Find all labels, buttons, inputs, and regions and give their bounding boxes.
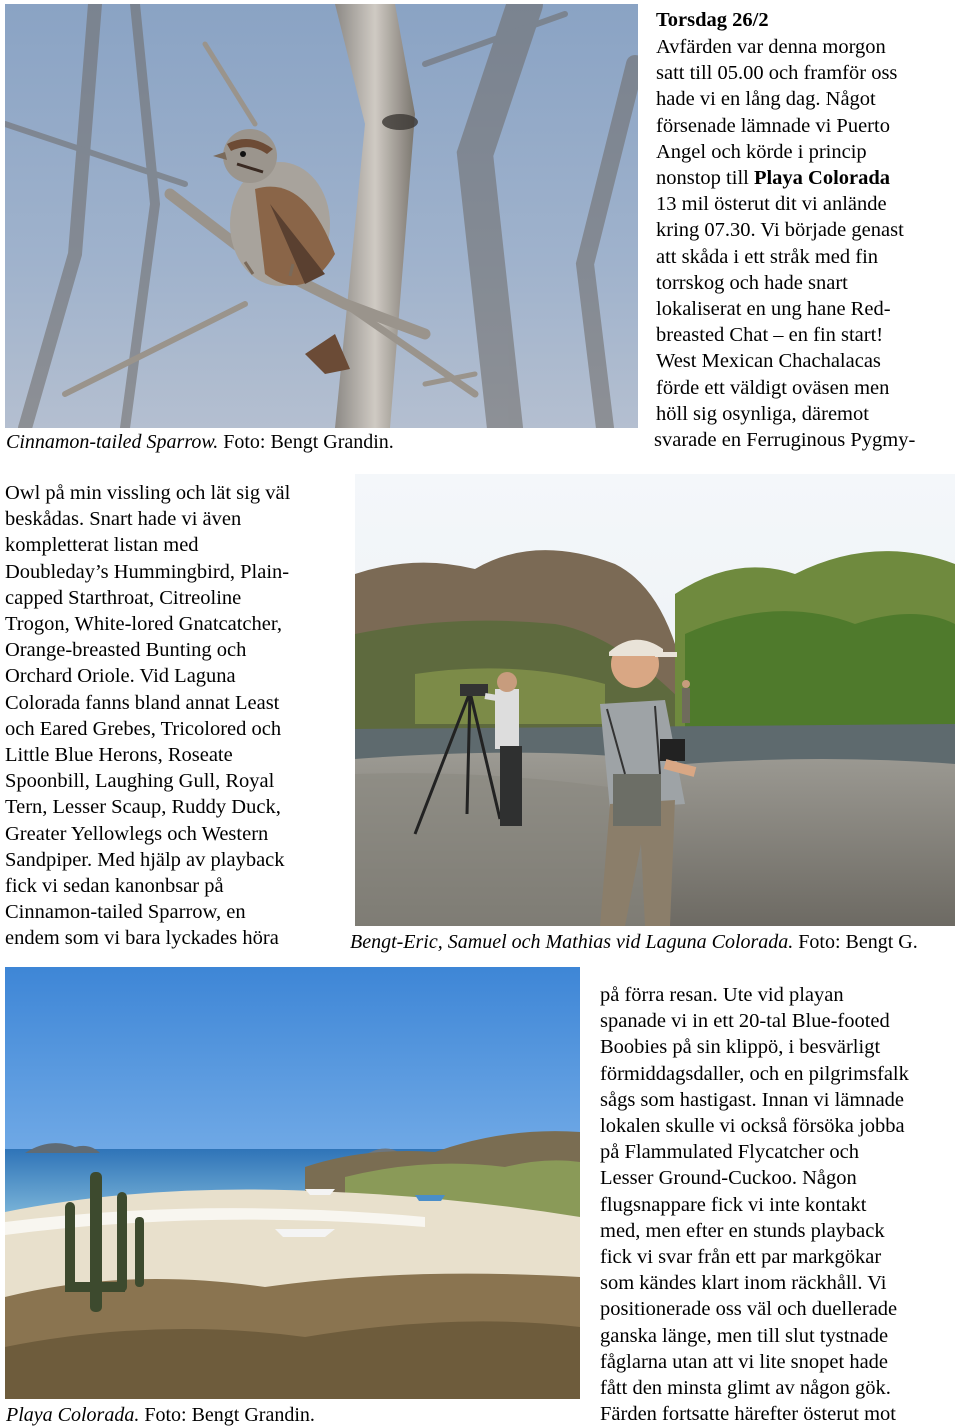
col2-line-11: Spoonbill, Laughing Gull, Royal bbox=[5, 770, 275, 793]
article-col2 bbox=[5, 480, 345, 952]
col3-line-4: sågs som hastigast. Innan vi lämnade bbox=[600, 1088, 905, 1111]
col1-line-5 bbox=[656, 165, 956, 191]
col1-line-1: satt till 05.00 och framför oss bbox=[656, 62, 898, 85]
col2-line-5: Trogon, White-lored Gnatcatcher, bbox=[5, 613, 282, 636]
article-heading: Torsdag 26/2 bbox=[656, 9, 769, 31]
playa-caption-place: Playa Colorada. bbox=[6, 1404, 140, 1426]
col2-line-4: capped Starthroat, Citreoline bbox=[5, 586, 242, 609]
col3-line-1: spanade vi in ett 20-tal Blue-footed bbox=[600, 1010, 890, 1033]
playa-photo-caption bbox=[6, 1403, 315, 1427]
laguna-photo-caption bbox=[350, 930, 918, 954]
article-col3 bbox=[600, 982, 955, 1427]
col3-line-7: Lesser Ground-Cuckoo. Någon bbox=[600, 1167, 857, 1190]
col3-line-14: fåglarna utan att vi lite snopet hade bbox=[600, 1350, 889, 1373]
col2-line-7: Orchard Oriole. Vid Laguna bbox=[5, 665, 236, 688]
col3-line-8: flugsnappare fick vi inte kontakt bbox=[600, 1193, 867, 1216]
col1-line-12: West Mexican Chachalacas bbox=[656, 350, 881, 373]
playa-caption-credit: Foto: Bengt Grandin. bbox=[139, 1404, 315, 1426]
laguna-caption-credit: Foto: Bengt G. bbox=[793, 931, 918, 953]
col2-line-15: fick vi sedan kanonbsar på bbox=[5, 875, 224, 898]
col3-line-10: fick vi svar från ett par markgökar bbox=[600, 1246, 882, 1269]
col3-line-3: förmiddagsdaller, och en pilgrimsfalk bbox=[600, 1062, 909, 1085]
col3-line-0: på förra resan. Ute vid playan bbox=[600, 984, 844, 1006]
col1-line-14: höll sig osynliga, däremot bbox=[656, 402, 869, 425]
col1-line-6: 13 mil österut dit vi anlände bbox=[656, 193, 887, 216]
playa-photo bbox=[5, 967, 580, 1399]
col2-line-9: och Eared Grebes, Tricolored och bbox=[5, 717, 282, 740]
col2-line-16: Cinnamon-tailed Sparrow, en bbox=[5, 901, 246, 924]
col3-line-2: Boobies på sin klippö, i besvärligt bbox=[600, 1036, 881, 1059]
article-col1 bbox=[656, 6, 956, 453]
col1-line-5-text: nonstop till bbox=[656, 167, 754, 190]
col2-line-14: Sandpiper. Med hjälp av playback bbox=[5, 848, 285, 871]
laguna-photo bbox=[355, 474, 955, 926]
sparrow-caption-species: Cinnamon-tailed Sparrow. bbox=[6, 431, 219, 453]
col3-line-11: som kändes klart inom räckhåll. Vi bbox=[600, 1272, 887, 1295]
col3-line-5: lokalen skulle vi också försöka jobba bbox=[600, 1115, 905, 1138]
laguna-caption-people: Bengt-Eric, Samuel och Mathias vid Laguna Colorada. bbox=[350, 931, 794, 953]
col3-line-12: positionerade oss väl och duellerade bbox=[600, 1298, 898, 1321]
col3-line-6: på Flammulated Flycatcher och bbox=[600, 1141, 860, 1164]
col1-line-15: svarade en Ferruginous Pygmy- bbox=[654, 429, 916, 452]
col1-line-2: hade vi en lång dag. Något bbox=[656, 88, 876, 111]
col1-line-8: att skåda i ett stråk med fin bbox=[656, 245, 879, 268]
col2-line-8: Colorada fanns bland annat Least bbox=[5, 691, 280, 714]
sparrow-photo-caption bbox=[6, 430, 394, 454]
col1-line-7: kring 07.30. Vi började genast bbox=[656, 219, 904, 242]
col2-line-6: Orange-breasted Bunting och bbox=[5, 639, 247, 662]
col2-line-2: kompletterat listan med bbox=[5, 534, 199, 557]
col2-line-17: endem som vi bara lyckades höra bbox=[5, 927, 279, 950]
sparrow-caption-credit: Foto: Bengt Grandin. bbox=[218, 431, 394, 453]
col3-line-13: ganska länge, men till slut tystnade bbox=[600, 1324, 889, 1347]
col1-line-4: Angel och körde i princip bbox=[656, 140, 867, 163]
col2-line-10: Little Blue Herons, Roseate bbox=[5, 744, 233, 767]
col1-line-11: breasted Chat – en fin start! bbox=[656, 324, 884, 347]
col1-line-0: Avfärden var denna morgon bbox=[656, 36, 886, 58]
col2-line-3: Doubleday’s Hummingbird, Plain- bbox=[5, 560, 290, 583]
col3-line-16: Färden fortsatte härefter österut mot bbox=[600, 1403, 896, 1426]
col3-line-15: fått den minsta glimt av någon gök. bbox=[600, 1377, 891, 1400]
col2-line-13: Greater Yellowlegs och Western bbox=[5, 822, 269, 845]
place-name-playa-colorada: Playa Colorada bbox=[753, 167, 891, 190]
col2-line-1: beskådas. Snart hade vi även bbox=[5, 508, 242, 531]
col1-line-3: försenade lämnade vi Puerto bbox=[656, 114, 890, 137]
col1-line-10: lokaliserat en ung hane Red- bbox=[656, 298, 891, 321]
col1-line-13: förde ett väldigt oväsen men bbox=[656, 376, 890, 399]
sparrow-photo bbox=[5, 4, 638, 428]
col1-line-9: torrskog och hade snart bbox=[656, 271, 848, 294]
col2-line-0: Owl på min vissling och lät sig väl bbox=[5, 482, 291, 504]
col2-line-12: Tern, Lesser Scaup, Ruddy Duck, bbox=[5, 796, 281, 819]
col3-line-9: med, men efter en stunds playback bbox=[600, 1219, 885, 1242]
